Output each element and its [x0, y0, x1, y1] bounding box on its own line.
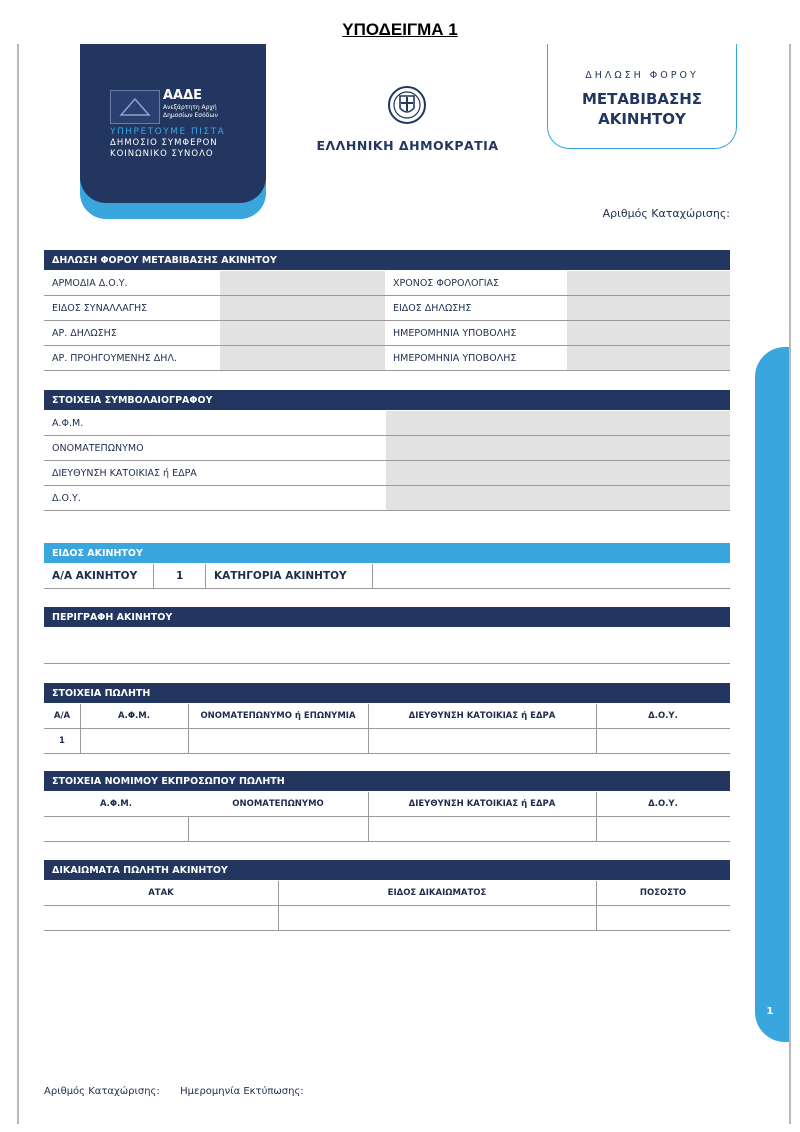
aade-emblem-icon — [110, 90, 160, 124]
side-page-tab — [755, 347, 789, 1042]
table-row — [44, 271, 730, 296]
table-row — [44, 436, 730, 461]
seller-table — [44, 704, 730, 754]
field-value[interactable] — [386, 486, 730, 510]
table-row — [44, 296, 730, 321]
property-category-label: ΚΑΤΗΓΟΡΙΑ ΑΚΙΝΗΤΟΥ — [214, 570, 347, 582]
row-divider — [44, 816, 730, 817]
section-notary-header: ΣΤΟΙΧΕΙΑ ΣΥΜΒΟΛΑΙΟΓΡΑΦΟΥ — [44, 390, 730, 410]
table-row — [44, 564, 730, 589]
seller-row-aa: 1 — [59, 736, 65, 746]
cell-divider — [188, 704, 189, 753]
greek-coat-of-arms-icon — [386, 84, 428, 126]
republic-label: ΕΛΛΗΝΙΚΗ ΔΗΜΟΚΡΑΤΙΑ — [316, 138, 499, 153]
cell-divider — [596, 881, 597, 930]
field-label: ΑΡΜΟΔΙΑ Δ.Ο.Υ. — [52, 278, 128, 289]
field-value[interactable] — [567, 346, 730, 370]
column-header: ΑΤΑΚ — [148, 888, 174, 898]
section-property-type-header: ΕΙΔΟΣ ΑΚΙΝΗΤΟΥ — [44, 543, 730, 563]
field-label: ΑΡ. ΔΗΛΩΣΗΣ — [52, 328, 117, 339]
cell-divider — [368, 792, 369, 841]
field-label: ΑΡ. ΠΡΟΗΓΟΥΜΕΝΗΣ ΔΗΛ. — [52, 353, 177, 364]
cell-divider — [368, 704, 369, 753]
row-divider — [44, 753, 730, 754]
column-header: Α/Α — [53, 711, 71, 721]
table-row — [44, 346, 730, 371]
representative-table — [44, 792, 730, 842]
section-tax-declaration-header: ΔΗΛΩΣΗ ΦΟΡΟΥ ΜΕΤΑΒΙΒΑΣΗΣ ΑΚΙΝΗΤΟΥ — [44, 250, 730, 270]
cell-divider — [80, 704, 81, 753]
aade-logo-name: ΑΑΔΕ — [163, 88, 203, 103]
column-header: Α.Φ.Μ. — [118, 711, 150, 721]
page-left-border — [17, 44, 19, 1124]
field-value[interactable] — [386, 436, 730, 460]
table-row — [44, 461, 730, 486]
field-label: ΕΙΔΟΣ ΣΥΝΑΛΛΑΓΗΣ — [52, 303, 148, 314]
form-title-line: ΔΗΛΩΣΗ ΦΟΡΟΥ — [585, 70, 699, 81]
cell-divider — [153, 564, 154, 588]
aade-logo — [80, 44, 266, 203]
page-number: 1 — [766, 1006, 774, 1017]
form-title-line: ΑΚΙΝΗΤΟΥ — [598, 110, 686, 128]
field-value[interactable] — [220, 296, 385, 320]
aade-slogan: ΔΗΜΟΣΙΟ ΣΥΜΦΕΡΟΝ — [110, 138, 218, 148]
column-header: Α.Φ.Μ. — [100, 799, 132, 809]
registration-number-label: Αριθμός Καταχώρισης: — [602, 207, 730, 220]
property-aa-value: 1 — [176, 570, 184, 582]
cell-divider — [372, 564, 373, 588]
field-label: Α.Φ.Μ. — [52, 418, 84, 429]
cell-divider — [278, 881, 279, 930]
field-value[interactable] — [386, 461, 730, 485]
section-legal-representative-header: ΣΤΟΙΧΕΙΑ ΝΟΜΙΜΟΥ ΕΚΠΡΟΣΩΠΟΥ ΠΩΛΗΤΗ — [44, 771, 730, 791]
field-value[interactable] — [220, 271, 385, 295]
footer-registration-label: Αριθμός Καταχώρισης: — [44, 1086, 160, 1097]
field-label: ΔΙΕΥΘΥΝΣΗ ΚΑΤΟΙΚΙΑΣ ή ΕΔΡΑ — [52, 468, 197, 479]
column-header: ΔΙΕΥΘΥΝΣΗ ΚΑΤΟΙΚΙΑΣ ή ΕΔΡΑ — [408, 711, 556, 721]
table-row — [44, 321, 730, 346]
table-row — [44, 411, 730, 436]
column-header: ΠΟΣΟΣΤΟ — [639, 888, 687, 898]
column-header: ΟΝΟΜΑΤΕΠΩΝΥΜΟ ή ΕΠΩΝΥΜΙΑ — [200, 711, 356, 721]
field-value[interactable] — [567, 321, 730, 345]
field-label: ΟΝΟΜΑΤΕΠΩΝΥΜΟ — [52, 443, 144, 454]
field-label: ΕΙΔΟΣ ΔΗΛΩΣΗΣ — [393, 303, 472, 314]
field-value[interactable] — [567, 296, 730, 320]
aade-logo-subtitle: Ανεξάρτητη Αρχή — [163, 104, 217, 111]
column-header: ΕΙΔΟΣ ΔΙΚΑΙΩΜΑΤΟΣ — [387, 888, 487, 898]
aade-logo-subtitle: Δημοσίων Εσόδων — [163, 112, 218, 119]
rights-table — [44, 881, 730, 931]
section-property-description-header: ΠΕΡΙΓΡΑΦΗ ΑΚΙΝΗΤΟΥ — [44, 607, 730, 627]
property-aa-label: Α/Α ΑΚΙΝΗΤΟΥ — [52, 570, 138, 582]
section-seller-header: ΣΤΟΙΧΕΙΑ ΠΩΛΗΤΗ — [44, 683, 730, 703]
page-footer — [44, 1086, 304, 1097]
column-header: ΔΙΕΥΘΥΝΣΗ ΚΑΤΟΙΚΙΑΣ ή ΕΔΡΑ — [408, 799, 556, 809]
table-row — [44, 486, 730, 511]
footer-print-date-label: Ημερομηνία Εκτύπωσης: — [180, 1086, 304, 1097]
field-value[interactable] — [386, 411, 730, 435]
document-heading: ΥΠΟΔΕΙΓΜΑ 1 — [342, 20, 458, 39]
field-value[interactable] — [567, 271, 730, 295]
cell-divider — [596, 792, 597, 841]
row-divider — [44, 728, 730, 729]
cell-divider — [596, 704, 597, 753]
row-divider — [44, 930, 730, 931]
field-value[interactable] — [220, 346, 385, 370]
row-divider — [44, 841, 730, 842]
aade-slogan: ΥΠΗΡΕΤΟΥΜΕ ΠΙΣΤΑ — [110, 127, 226, 137]
cell-divider — [188, 816, 189, 841]
page-right-border — [789, 44, 791, 1124]
field-label: Δ.Ο.Υ. — [52, 493, 81, 504]
aade-slogan: ΚΟΙΝΩΝΙΚΟ ΣΥΝΟΛΟ — [110, 149, 214, 159]
field-value[interactable] — [220, 321, 385, 345]
field-label: ΧΡΟΝΟΣ ΦΟΡΟΛΟΓΙΑΣ — [393, 278, 500, 289]
form-title-line: ΜΕΤΑΒΙΒΑΣΗΣ — [581, 90, 703, 108]
column-header: Δ.Ο.Υ. — [648, 799, 678, 809]
section-seller-rights-header: ΔΙΚΑΙΩΜΑΤΑ ΠΩΛΗΤΗ ΑΚΙΝΗΤΟΥ — [44, 860, 730, 880]
column-header: ΟΝΟΜΑΤΕΠΩΝΥΜΟ — [232, 799, 324, 809]
field-label: ΗΜΕΡΟΜΗΝΙΑ ΥΠΟΒΟΛΗΣ — [393, 353, 517, 364]
field-label: ΗΜΕΡΟΜΗΝΙΑ ΥΠΟΒΟΛΗΣ — [393, 328, 517, 339]
row-divider — [44, 905, 730, 906]
description-bottom-line — [44, 663, 730, 664]
column-header: Δ.Ο.Υ. — [648, 711, 678, 721]
